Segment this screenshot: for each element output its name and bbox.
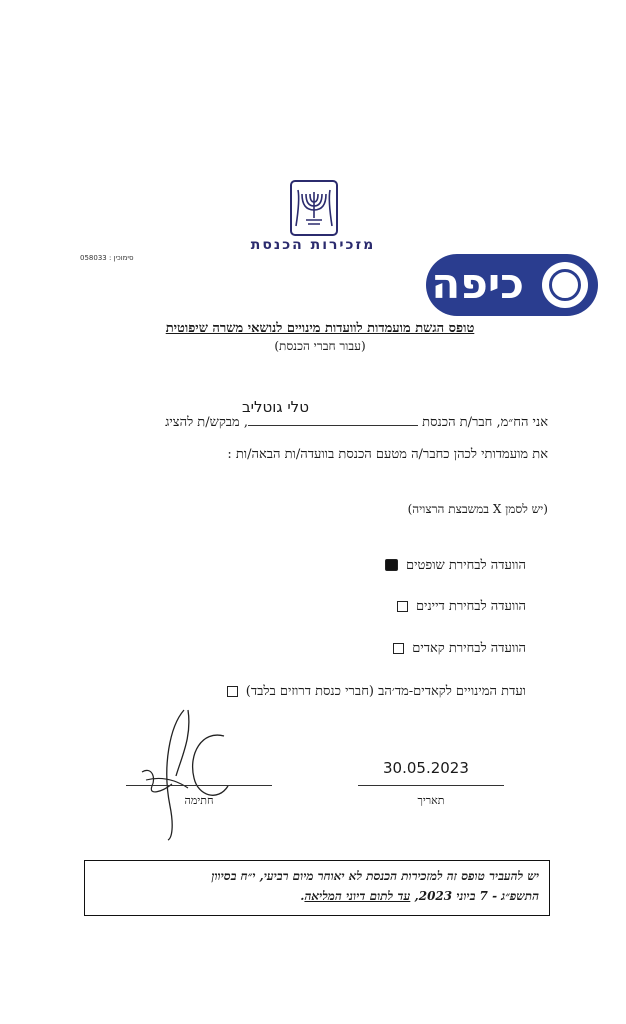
- option-label: הוועדה לבחירת קאדים: [412, 641, 526, 656]
- date-line: [358, 785, 504, 786]
- brand-badge: [426, 254, 598, 316]
- handwritten-signature: [132, 706, 242, 842]
- option-label: ועדת המינויים לקאדים-מד׳הב (חברי כנסת דרוזים בלבד): [245, 684, 526, 699]
- notice-period: .: [300, 889, 305, 903]
- option-qadis[interactable]: [393, 640, 526, 656]
- notice-line-2: [95, 886, 539, 906]
- checkbox[interactable]: [393, 643, 404, 654]
- instruction-text: (יש לסמן X במשבצת הרצויה): [407, 502, 548, 516]
- brand-badge-text: כיפה: [431, 259, 524, 308]
- checkbox[interactable]: [397, 601, 408, 612]
- checkbox-checked[interactable]: [385, 559, 398, 571]
- option-label: הוועדה לבחירת דיינים: [415, 599, 526, 614]
- signature-line: [126, 785, 272, 786]
- form-title: טופס הגשת מועמדות לוועדות מינויים לנושאי משרה שיפוטית: [165, 321, 475, 336]
- submission-notice: [84, 860, 550, 916]
- option-label: הוועדה לבחירת שופטים: [406, 558, 526, 573]
- menorah-emblem-icon: [290, 180, 338, 236]
- option-judges[interactable]: [385, 557, 526, 573]
- option-dayanim[interactable]: [397, 598, 526, 614]
- form-subtitle: (עבור חברי הכנסת): [274, 339, 366, 353]
- name-field[interactable]: טלי גוטליב: [242, 398, 309, 416]
- date-value[interactable]: 30.05.2023: [383, 759, 469, 777]
- notice-date: התשפ״ג - 7 ביוני 2023,: [414, 889, 539, 903]
- option-madhab-qadis[interactable]: [227, 683, 526, 699]
- notice-line-1: יש להעביר טופס זה למזכירות הכנסת לא יאוחר מיום רביעי, י״ח בסיוון: [211, 869, 539, 883]
- reference-number: סימוכין : 058033: [80, 254, 134, 262]
- name-blank: [248, 425, 418, 426]
- date-label: תאריך: [417, 794, 445, 807]
- notice-deadline: עד לתום דיוני המליאה: [304, 889, 411, 903]
- declaration-end: , מבקש/ת להציג: [165, 415, 249, 430]
- declaration-start: אני הח״מ, חבר/ת הכנסת: [422, 415, 548, 430]
- checkbox[interactable]: [227, 686, 238, 697]
- declaration-line-1: [165, 414, 548, 430]
- signature-label: חתימה: [184, 794, 214, 807]
- org-name: מזכירות הכנסת: [250, 237, 376, 253]
- declaration-line-2: את מועמדותי לכהן כחבר/ה מטעם הכנסת בוועדה/ות הבאה/ות :: [227, 447, 548, 462]
- brand-logo-icon: [542, 262, 588, 308]
